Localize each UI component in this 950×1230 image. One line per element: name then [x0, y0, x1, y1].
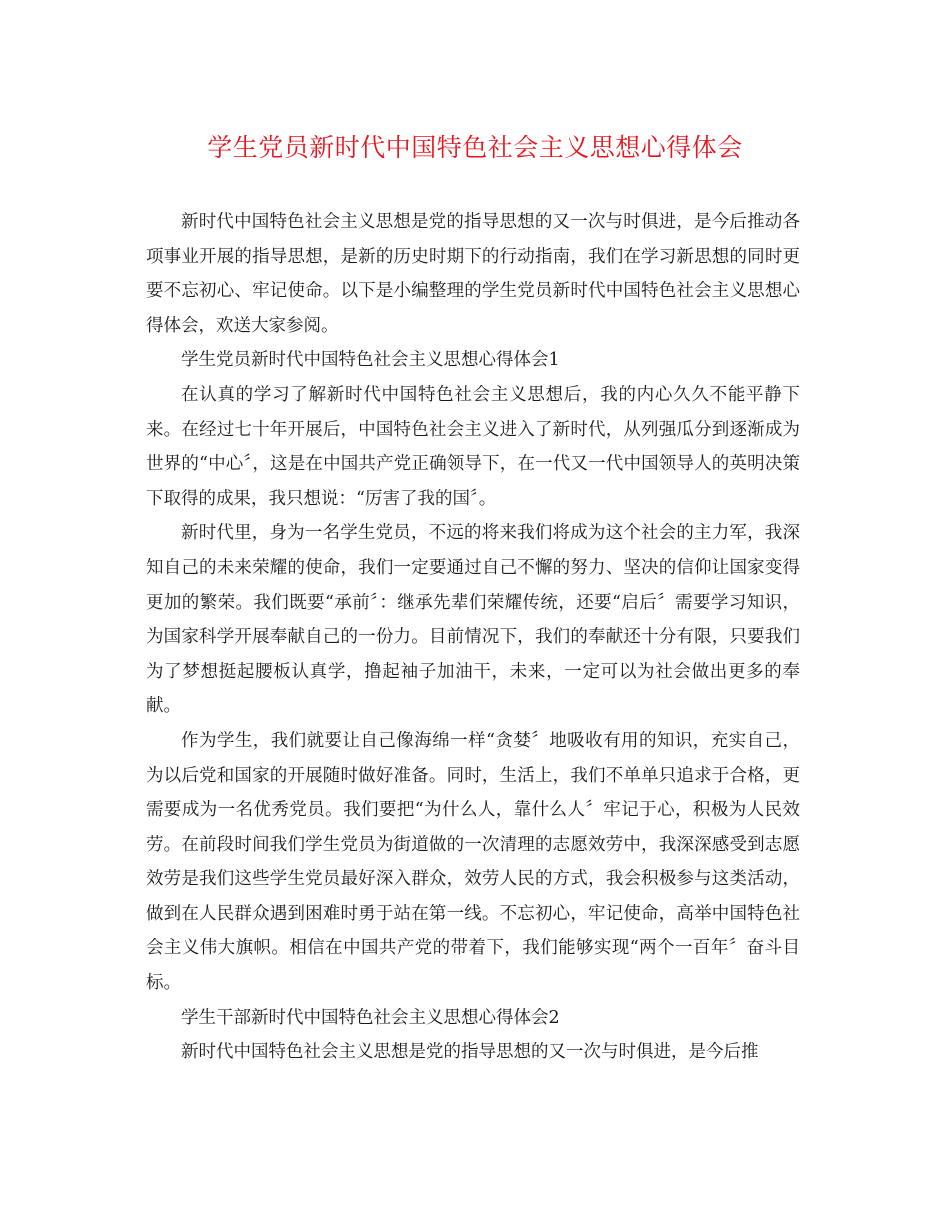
paragraph: 在认真的学习了解新时代中国特色社会主义思想后，我的内心久久不能平静下来。在经过七十年开展后，中国特色社会主义进入了新时代，从列强瓜分到逐渐成为世界的“中心〞，这是在中国共产党正确领导下，在一代又一代中国领导人的英明决策下取得的成果，我只想说：“厉害了我的国〞。 [146, 384, 800, 509]
paragraph-intro: 新时代中国特色社会主义思想是党的指导思想的又一次与时俱进，是今后推动各项事业开展的指导思想，是新的历史时期下的行动指南，我们在学习新思想的同时更要不忘初心、牢记使命。以下是小编整理的学生党员新时代中国特色社会主义思想心得体会，欢送大家参阅。 [146, 212, 800, 336]
paragraph: 作为学生，我们就要让自己像海绵一样“贪婪〞地吸收有用的知识，充实自己，为以后党和国家的开展随时做好准备。同时，生活上，我们不单单只追求于合格，更需要成为一名优秀党员。我们要把“为什么人，靠什么人〞牢记于心，积极为人民效劳。在前段时间我们学生党员为街道做的一次清理的志愿效劳中，我深深感受到志愿效劳是我们这些学生党员最好深入群众，效劳人民的方式，我会积极参与这类活动，做到在人民群众遇到困难时勇于站在第一线。不忘初心，牢记使命，高举中国特色社会主义伟大旗帜。相信在中国共产党的带着下，我们能够实现“两个一百年〞奋斗目标。 [146, 730, 800, 994]
section-heading-2: 学生干部新时代中国特色社会主义思想心得体会2 [181, 1007, 560, 1028]
document-title: 学生党员新时代中国特色社会主义思想心得体会 [207, 133, 743, 162]
paragraph: 新时代中国特色社会主义思想是党的指导思想的又一次与时俱进，是今后推 [181, 1042, 759, 1063]
document-body [146, 205, 800, 1070]
paragraph: 新时代里，身为一名学生党员，不远的将来我们将成为这个社会的主力军，我深知自己的未来荣耀的使命，我们一定要通过自己不懈的努力、坚决的信仰让国家变得更加的繁荣。我们既要“承前〞：继承先辈们荣耀传统，还要“启后〞需要学习知识，为国家科学开展奉献自己的一份力。目前情况下，我们的奉献还十分有限，只要我们为了梦想挺起腰板认真学，撸起袖子加油干，未来，一定可以为社会做出更多的奉献。 [146, 523, 800, 717]
section-heading-1: 学生党员新时代中国特色社会主义思想心得体会1 [181, 350, 560, 371]
